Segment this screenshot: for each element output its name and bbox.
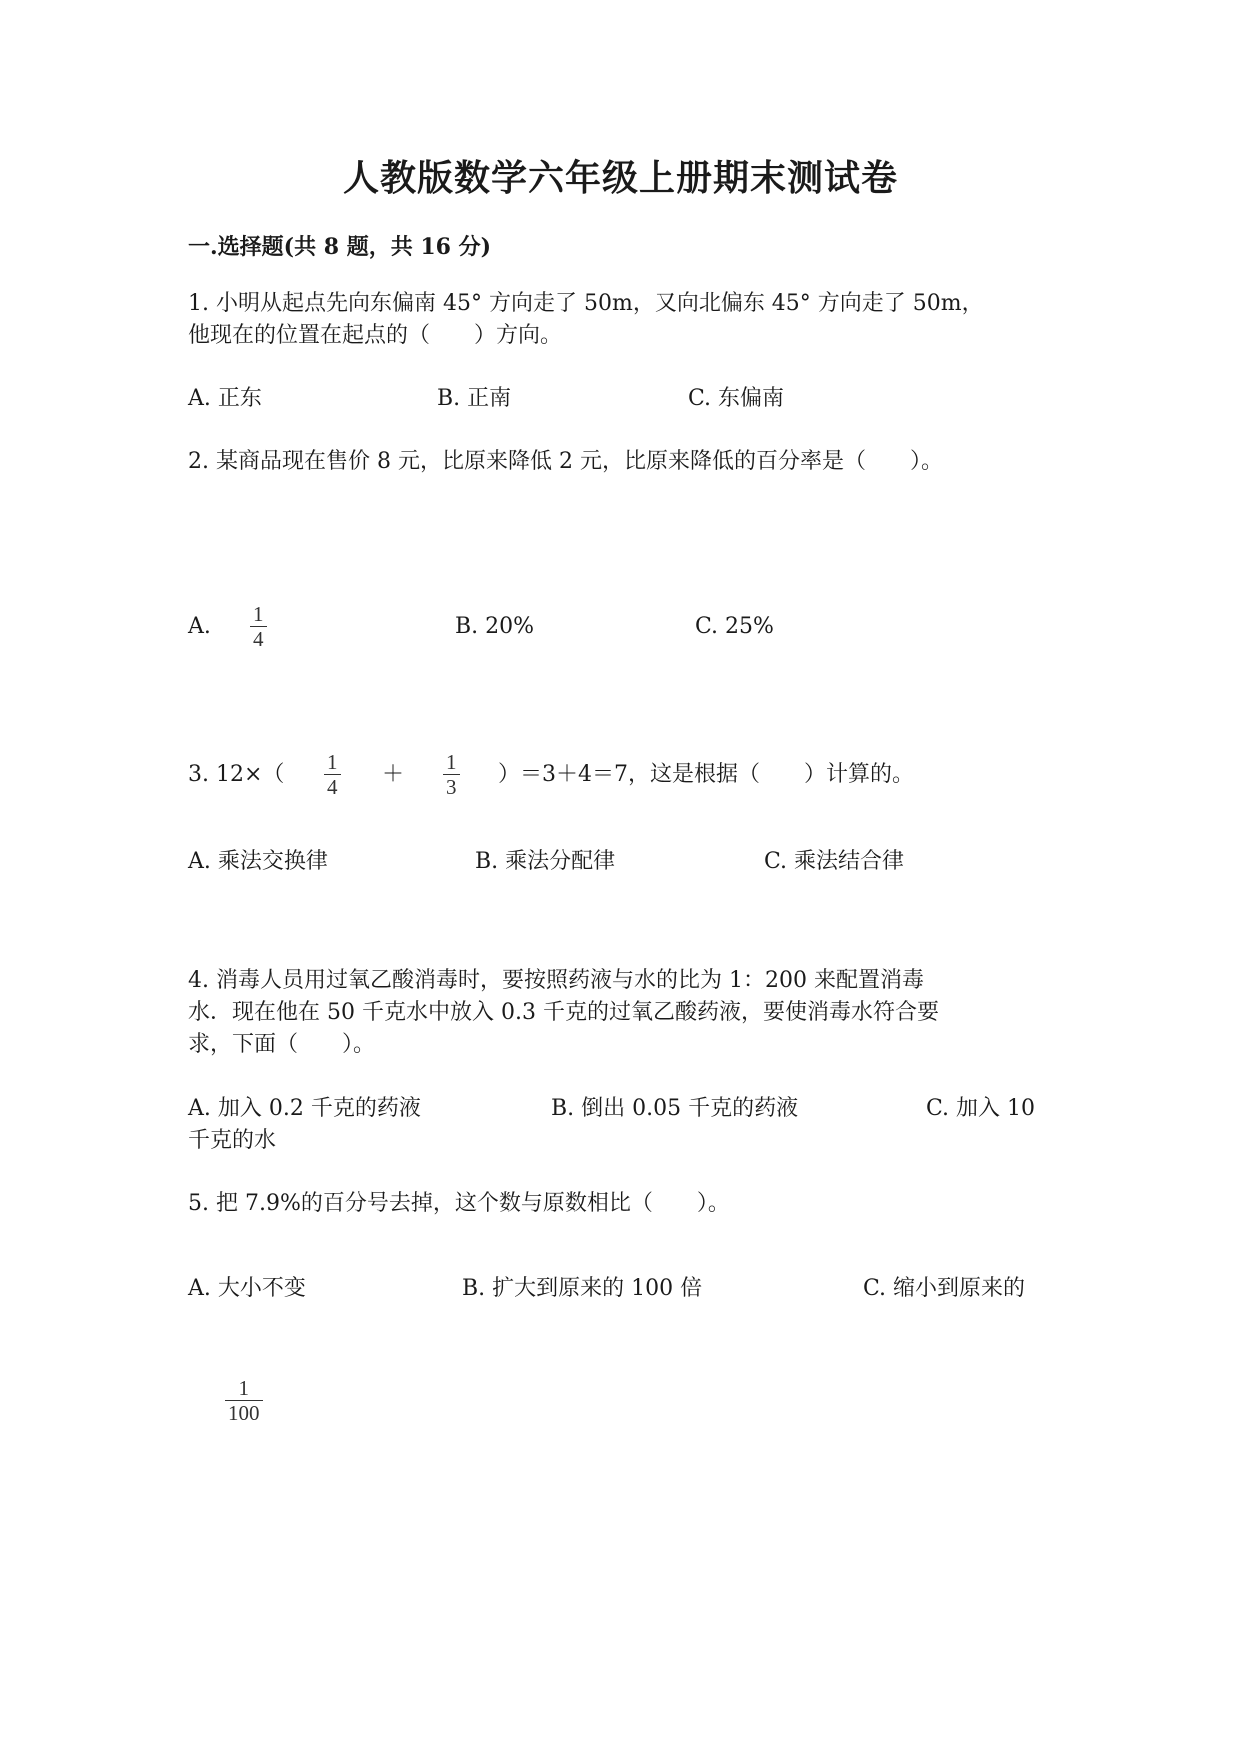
q3-option-c: C. 乘法结合律 <box>764 849 905 874</box>
q2-option-c: C. 25% <box>695 614 774 639</box>
section-heading: 一.选择题(共 8 题，共 16 分) <box>188 234 492 260</box>
fraction-numerator: 1 <box>253 602 264 626</box>
q3-prefix: 3. 12×（ <box>188 762 285 787</box>
q4-line2: 水．现在他在 50 千克水中放入 0.3 千克的过氧乙酸药液，要使消毒水符合要 <box>188 1000 939 1025</box>
q5-option-b: B. 扩大到原来的 100 倍 <box>462 1276 703 1301</box>
q2-option-b: B. 20% <box>455 614 535 639</box>
fraction-numerator: 1 <box>238 1376 249 1400</box>
q2-line1: 2. 某商品现在售价 8 元，比原来降低 2 元，比原来降低的百分率是（ ）。 <box>188 449 943 474</box>
q4-line3: 求，下面（ ）。 <box>188 1032 376 1057</box>
q1-line2: 他现在的位置在起点的（ ）方向。 <box>188 323 563 348</box>
fraction-denominator: 4 <box>250 626 267 651</box>
q1-option-a: A. 正东 <box>188 386 262 411</box>
q3-fraction-1 <box>324 750 341 799</box>
fraction-denominator: 3 <box>443 774 460 799</box>
q3-option-b: B. 乘法分配律 <box>475 849 616 874</box>
q3-option-a: A. 乘法交换律 <box>188 849 328 874</box>
q3-suffix: ）＝3＋4＝7，这是根据（ ）计算的。 <box>498 762 914 787</box>
q5-option-c: C. 缩小到原来的 <box>863 1276 1026 1301</box>
q5-option-c-fraction <box>225 1376 263 1425</box>
q1-line1: 1. 小明从起点先向东偏南 45° 方向走了 50m，又向北偏东 45° 方向走了 50m， <box>188 291 984 316</box>
q2-option-a-fraction <box>250 602 267 651</box>
fraction-denominator: 4 <box>324 774 341 799</box>
q5-option-a: A. 大小不变 <box>188 1276 306 1301</box>
q1-option-b: B. 正南 <box>437 386 512 411</box>
q4-option-b: B. 倒出 0.05 千克的药液 <box>551 1096 799 1121</box>
fraction-denominator: 100 <box>225 1400 263 1425</box>
page-title: 人教版数学六年级上册期末测试卷 <box>342 157 898 199</box>
q1-option-c: C. 东偏南 <box>688 386 785 411</box>
q2-option-a-label: A. <box>188 614 211 639</box>
q4-option-c: C. 加入 10 <box>926 1096 1036 1121</box>
q3-fraction-2 <box>443 750 460 799</box>
q3-plus-sign: ＋ <box>382 762 405 787</box>
q4-option-a: A. 加入 0.2 千克的药液 <box>188 1096 421 1121</box>
q4-line1: 4. 消毒人员用过氧乙酸消毒时，要按照药液与水的比为 1：200 来配置消毒 <box>188 968 924 993</box>
fraction-numerator: 1 <box>446 750 457 774</box>
q5-line1: 5. 把 7.9%的百分号去掉，这个数与原数相比（ ）。 <box>188 1191 730 1216</box>
fraction-numerator: 1 <box>327 750 338 774</box>
q4-option-c-continued: 千克的水 <box>188 1128 277 1153</box>
